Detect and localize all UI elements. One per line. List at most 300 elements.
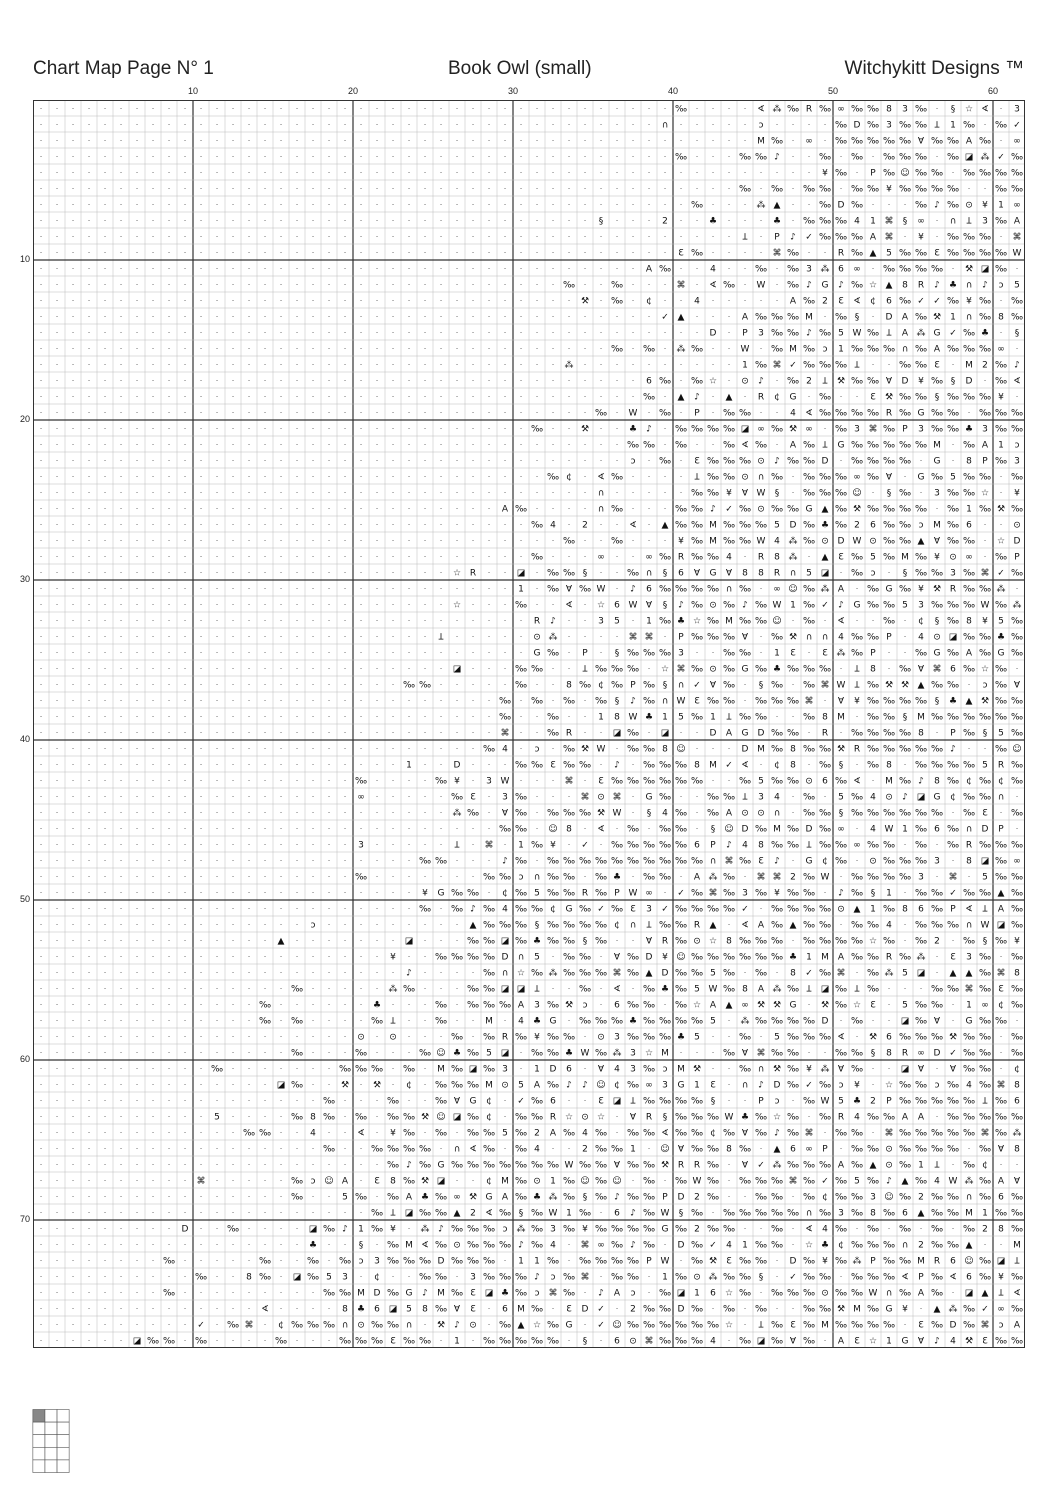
chart-cell-symbol: · (184, 1305, 187, 1314)
chart-cell-symbol: ‰ (659, 793, 671, 803)
chart-cell-symbol: · (488, 1321, 491, 1330)
chart-cell-symbol: · (440, 265, 443, 274)
chart-cell-symbol: · (888, 361, 891, 370)
chart-cell-symbol: R (886, 953, 892, 963)
chart-cell-symbol: · (72, 1097, 75, 1106)
chart-cell-symbol: Ɐ (454, 1097, 461, 1107)
chart-cell-symbol: · (120, 1065, 123, 1074)
chart-cell-symbol: ‰ (883, 153, 895, 163)
chart-cell-symbol: · (408, 649, 411, 658)
chart-cell-symbol: · (312, 1209, 315, 1218)
chart-cell-symbol: 8 (870, 1209, 876, 1219)
chart-cell-symbol: · (88, 217, 91, 226)
chart-cell-symbol: ◪ (469, 1065, 478, 1075)
chart-cell-symbol: D (710, 329, 717, 339)
chart-cell-symbol: ‰ (563, 697, 575, 707)
chart-cell-symbol: · (40, 953, 43, 962)
chart-cell-symbol: ‰ (755, 617, 767, 627)
chart-cell-symbol: · (360, 297, 363, 306)
chart-cell-symbol: · (248, 553, 251, 562)
chart-cell-symbol: · (168, 393, 171, 402)
chart-cell-symbol: · (88, 1033, 91, 1042)
chart-cell-symbol: · (280, 1241, 283, 1250)
chart-cell-symbol: 8 (822, 713, 828, 723)
chart-cell-symbol: · (760, 345, 763, 354)
chart-cell-symbol: G (438, 1161, 445, 1171)
chart-cell-symbol: ‰ (947, 985, 959, 995)
chart-cell-symbol: · (360, 377, 363, 386)
chart-cell-symbol: · (184, 905, 187, 914)
chart-cell-symbol: · (216, 1289, 219, 1298)
chart-cell-symbol: · (56, 841, 59, 850)
chart-cell-symbol: ‰ (915, 745, 927, 755)
chart-cell-symbol: · (296, 185, 299, 194)
chart-cell-symbol: · (264, 201, 267, 210)
chart-cell-symbol: · (152, 281, 155, 290)
chart-cell-symbol: ⌘ (581, 1273, 590, 1283)
chart-cell-symbol: Ɛ (934, 249, 940, 259)
chart-cell-symbol: · (840, 729, 843, 738)
chart-cell-symbol: ‰ (755, 1177, 767, 1187)
chart-cell-symbol: ▲ (886, 281, 893, 291)
chart-cell-symbol: ‰ (659, 1321, 671, 1331)
chart-cell-symbol: · (40, 489, 43, 498)
chart-cell-symbol: · (424, 1017, 427, 1026)
chart-cell-symbol: · (344, 217, 347, 226)
chart-cell-symbol: · (120, 1289, 123, 1298)
chart-cell-symbol: ‰ (835, 425, 847, 435)
chart-cell-symbol: · (72, 473, 75, 482)
chart-cell-symbol: · (488, 457, 491, 466)
chart-cell-symbol: ‰ (867, 1145, 879, 1155)
chart-cell-symbol: · (216, 489, 219, 498)
chart-cell-symbol: · (88, 121, 91, 130)
chart-cell-symbol: · (200, 809, 203, 818)
chart-cell-symbol: · (40, 329, 43, 338)
chart-cell-symbol: · (360, 169, 363, 178)
chart-cell-symbol: · (568, 313, 571, 322)
chart-cell-symbol: 1 (886, 889, 892, 899)
chart-cell-symbol: A (870, 233, 877, 243)
chart-cell-symbol: 3 (598, 617, 604, 627)
chart-cell-symbol: · (152, 1193, 155, 1202)
chart-cell-symbol: · (392, 521, 395, 530)
chart-cell-symbol: ‰ (803, 809, 815, 819)
chart-cell-symbol: ‰ (467, 953, 479, 963)
chart-cell-symbol: ∢ (901, 1273, 909, 1283)
chart-cell-symbol: · (424, 793, 427, 802)
chart-cell-symbol: ♪ (694, 393, 700, 403)
chart-cell-symbol: · (1016, 1161, 1019, 1170)
chart-cell-symbol: · (136, 1065, 139, 1074)
chart-cell-symbol: ‰ (771, 1177, 783, 1187)
chart-cell-symbol: · (72, 1305, 75, 1314)
chart-cell-symbol: ‰ (339, 1257, 351, 1267)
chart-cell-symbol: · (136, 633, 139, 642)
chart-cell-symbol: · (360, 633, 363, 642)
chart-cell-symbol: · (136, 105, 139, 114)
chart-cell-symbol: · (984, 185, 987, 194)
chart-cell-symbol: · (264, 329, 267, 338)
chart-cell-symbol: · (616, 409, 619, 418)
chart-cell-symbol: · (664, 153, 667, 162)
chart-cell-symbol: · (216, 905, 219, 914)
chart-cell-symbol: ☆ (693, 1001, 701, 1011)
chart-cell-symbol: · (952, 1001, 955, 1010)
chart-cell-symbol: · (40, 1209, 43, 1218)
chart-cell-symbol: · (616, 489, 619, 498)
chart-cell-symbol: Ɐ (566, 585, 573, 595)
chart-cell-symbol: ‰ (979, 409, 991, 419)
chart-cell-symbol: ‰ (771, 841, 783, 851)
chart-cell-symbol: ◪ (277, 1081, 286, 1091)
chart-cell-symbol: R (838, 1113, 844, 1123)
chart-cell-symbol: ‰ (499, 713, 511, 723)
chart-cell-symbol: · (392, 921, 395, 930)
chart-cell-symbol: · (664, 233, 667, 242)
chart-cell-symbol: ‰ (883, 937, 895, 947)
chart-cell-symbol: Ɛ (790, 649, 796, 659)
chart-cell-symbol: ∩ (454, 1145, 461, 1155)
chart-cell-symbol: ‰ (979, 1033, 991, 1043)
chart-cell-symbol: · (40, 857, 43, 866)
chart-cell-symbol: 1 (694, 1289, 700, 1299)
chart-cell-symbol: ‰ (515, 1193, 527, 1203)
chart-cell-symbol: · (280, 233, 283, 242)
chart-cell-symbol: ∩ (790, 569, 797, 579)
chart-cell-symbol: · (168, 809, 171, 818)
chart-cell-symbol: · (488, 361, 491, 370)
chart-cell-symbol: ‰ (403, 1177, 415, 1187)
chart-cell-symbol: · (264, 969, 267, 978)
chart-cell-symbol: · (360, 233, 363, 242)
chart-cell-symbol: · (72, 1161, 75, 1170)
chart-cell-symbol: ‰ (611, 1241, 623, 1251)
chart-cell-symbol: · (200, 473, 203, 482)
chart-cell-symbol: · (88, 537, 91, 546)
chart-cell-symbol: ⁂ (965, 1176, 974, 1187)
chart-cell-symbol: 4 (742, 841, 748, 851)
chart-cell-symbol: · (152, 377, 155, 386)
chart-cell-symbol: · (680, 457, 683, 466)
chart-cell-symbol: · (504, 217, 507, 226)
chart-cell-symbol: Ʇ (726, 713, 731, 723)
chart-cell-symbol: · (536, 601, 539, 610)
chart-cell-symbol: · (440, 585, 443, 594)
chart-cell-symbol: · (184, 841, 187, 850)
chart-cell-symbol: ‰ (899, 297, 911, 307)
chart-cell-symbol: · (264, 1065, 267, 1074)
chart-cell-symbol: ‰ (723, 969, 735, 979)
chart-cell-symbol: · (104, 617, 107, 626)
chart-cell-symbol: · (280, 1097, 283, 1106)
chart-cell-symbol: ‰ (739, 937, 751, 947)
chart-cell-symbol: ⊙ (885, 1145, 893, 1155)
chart-cell-symbol: · (248, 105, 251, 114)
chart-cell-symbol: ‰ (451, 1225, 463, 1235)
chart-cell-symbol: · (328, 217, 331, 226)
chart-cell-symbol: · (248, 857, 251, 866)
chart-cell-symbol: ‰ (947, 233, 959, 243)
chart-cell-symbol: 6 (902, 1209, 908, 1219)
chart-cell-symbol: · (760, 1225, 763, 1234)
chart-cell-symbol: · (1000, 1033, 1003, 1042)
chart-cell-symbol: ‰ (531, 553, 543, 563)
chart-cell-symbol: ◪ (485, 1289, 494, 1299)
chart-cell-symbol: · (312, 601, 315, 610)
chart-cell-symbol: · (280, 729, 283, 738)
chart-cell-symbol: · (488, 169, 491, 178)
chart-cell-symbol: · (216, 649, 219, 658)
chart-cell-symbol: ‰ (643, 1129, 655, 1139)
chart-cell-symbol: · (40, 665, 43, 674)
chart-cell-symbol: ‰ (931, 761, 943, 771)
chart-cell-symbol: ‰ (931, 921, 943, 931)
chart-cell-symbol: ‰ (467, 1113, 479, 1123)
chart-cell-symbol: · (344, 985, 347, 994)
chart-cell-symbol: · (744, 137, 747, 146)
chart-cell-symbol: ◪ (389, 1305, 398, 1315)
chart-cell-symbol: · (360, 1177, 363, 1186)
chart-cell-symbol: · (264, 393, 267, 402)
chart-cell-symbol: · (296, 601, 299, 610)
chart-cell-symbol: · (88, 313, 91, 322)
chart-cell-symbol: D (710, 729, 717, 739)
chart-cell-symbol: ‰ (755, 1129, 767, 1139)
chart-cell-symbol: · (184, 521, 187, 530)
chart-cell-symbol: · (552, 601, 555, 610)
chart-cell-symbol: ‰ (835, 1049, 847, 1059)
chart-cell-symbol: · (344, 729, 347, 738)
chart-cell-symbol: · (600, 249, 603, 258)
chart-cell-symbol: ♪ (470, 905, 476, 915)
chart-cell-symbol: · (984, 537, 987, 546)
chart-cell-symbol: · (248, 969, 251, 978)
chart-cell-symbol: · (392, 1001, 395, 1010)
chart-cell-symbol: 3 (646, 905, 652, 915)
chart-cell-symbol: ‰ (1011, 713, 1023, 723)
chart-cell-symbol: D (822, 1017, 829, 1027)
chart-cell-symbol: ‰ (451, 1161, 463, 1171)
chart-cell-symbol: W (501, 777, 510, 787)
chart-cell-symbol: ↄ (359, 1257, 364, 1267)
chart-cell-symbol: · (408, 665, 411, 674)
chart-cell-symbol: · (56, 937, 59, 946)
chart-cell-symbol: · (152, 1241, 155, 1250)
chart-cell-symbol: · (56, 569, 59, 578)
column-number: 40 (668, 86, 678, 96)
chart-cell-symbol: · (504, 393, 507, 402)
chart-cell-symbol: · (344, 441, 347, 450)
chart-cell-symbol: · (648, 665, 651, 674)
chart-cell-symbol: · (968, 745, 971, 754)
chart-cell-symbol: · (392, 1049, 395, 1058)
chart-cell-symbol: ‰ (979, 505, 991, 515)
chart-cell-symbol: · (376, 361, 379, 370)
chart-cell-symbol: · (328, 649, 331, 658)
chart-cell-symbol: 8 (758, 841, 764, 851)
chart-cell-symbol: ‰ (675, 1129, 687, 1139)
chart-cell-symbol: 6 (950, 1257, 956, 1267)
chart-cell-symbol: · (296, 297, 299, 306)
chart-cell-symbol: · (664, 633, 667, 642)
chart-cell-symbol: · (72, 569, 75, 578)
chart-cell-symbol: · (408, 825, 411, 834)
chart-cell-symbol: · (408, 169, 411, 178)
chart-cell-symbol: · (392, 233, 395, 242)
chart-cell-symbol: ‰ (947, 713, 959, 723)
chart-cell-symbol: ‰ (739, 409, 751, 419)
chart-cell-symbol: ⚒ (565, 1001, 573, 1011)
chart-cell-symbol: ¥ (582, 1225, 588, 1235)
chart-cell-symbol: · (888, 1001, 891, 1010)
chart-cell-symbol: ‰ (931, 745, 943, 755)
chart-cell-symbol: · (232, 1177, 235, 1186)
chart-cell-symbol: · (424, 777, 427, 786)
chart-cell-symbol: G (838, 441, 845, 451)
chart-cell-symbol: · (232, 1161, 235, 1170)
chart-cell-symbol: · (136, 617, 139, 626)
chart-cell-symbol: ‰ (883, 809, 895, 819)
chart-cell-symbol: · (792, 137, 795, 146)
chart-cell-symbol: ‰ (515, 921, 527, 931)
chart-cell-symbol: P (582, 649, 588, 659)
chart-cell-symbol: ‰ (483, 969, 495, 979)
chart-cell-symbol: ♪ (566, 1081, 572, 1091)
chart-cell-symbol: · (264, 297, 267, 306)
chart-cell-symbol: · (840, 153, 843, 162)
chart-cell-symbol: · (584, 873, 587, 882)
chart-cell-symbol: · (344, 425, 347, 434)
chart-cell-symbol: · (264, 665, 267, 674)
chart-cell-symbol: · (488, 585, 491, 594)
chart-cell-symbol: · (296, 1001, 299, 1010)
chart-cell-symbol: ∩ (710, 857, 717, 867)
chart-cell-symbol: ‰ (403, 1065, 415, 1075)
chart-cell-symbol: · (616, 825, 619, 834)
chart-cell-symbol: ☺ (612, 1176, 621, 1187)
chart-cell-symbol: · (216, 441, 219, 450)
chart-cell-symbol: · (328, 137, 331, 146)
chart-cell-symbol: ⊙ (1013, 521, 1021, 531)
chart-cell-symbol: M (1013, 1241, 1021, 1251)
chart-cell-symbol: · (632, 121, 635, 130)
chart-cell-symbol: · (792, 713, 795, 722)
chart-cell-symbol: ‰ (867, 873, 879, 883)
chart-cell-symbol: · (136, 1257, 139, 1266)
chart-cell-symbol: · (728, 297, 731, 306)
chart-cell-symbol: · (136, 473, 139, 482)
chart-cell-symbol: ♣ (677, 617, 685, 627)
chart-cell-symbol: · (152, 457, 155, 466)
chart-cell-symbol: · (248, 313, 251, 322)
chart-cell-symbol: · (40, 521, 43, 530)
chart-cell-symbol: ‰ (643, 1033, 655, 1043)
chart-cell-symbol: · (696, 825, 699, 834)
chart-cell-symbol: ‰ (675, 505, 687, 515)
chart-cell-symbol: · (248, 633, 251, 642)
chart-cell-symbol: · (376, 297, 379, 306)
chart-cell-symbol: · (472, 873, 475, 882)
chart-cell-symbol: · (504, 169, 507, 178)
chart-cell-symbol: · (216, 841, 219, 850)
chart-cell-symbol: · (856, 1033, 859, 1042)
chart-cell-symbol: ‰ (803, 745, 815, 755)
chart-cell-symbol: ‰ (691, 489, 703, 499)
chart-cell-symbol: ‰ (979, 1177, 991, 1187)
chart-cell-symbol: ‰ (259, 1001, 271, 1011)
chart-cell-symbol: · (664, 473, 667, 482)
chart-cell-symbol: · (136, 233, 139, 242)
chart-cell-symbol: ‰ (995, 249, 1007, 259)
chart-cell-symbol: · (104, 505, 107, 514)
chart-cell-symbol: § (951, 105, 956, 115)
chart-cell-symbol: ⊙ (741, 473, 749, 483)
chart-cell-symbol: · (472, 345, 475, 354)
chart-cell-symbol: · (280, 601, 283, 610)
chart-cell-symbol: ‰ (595, 1257, 607, 1267)
chart-cell-symbol: · (488, 313, 491, 322)
chart-cell-symbol: ☆ (997, 537, 1005, 547)
chart-cell-symbol: · (296, 585, 299, 594)
chart-cell-symbol: · (152, 201, 155, 210)
chart-cell-symbol: · (376, 121, 379, 130)
chart-cell-symbol: · (536, 569, 539, 578)
chart-cell-symbol: 5 (886, 249, 892, 259)
chart-cell-symbol: · (72, 313, 75, 322)
chart-cell-symbol: ‰ (531, 1161, 543, 1171)
chart-cell-symbol: · (776, 1273, 779, 1282)
chart-cell-symbol: ‰ (787, 1113, 799, 1123)
chart-cell-symbol: · (344, 585, 347, 594)
chart-cell-symbol: · (424, 1081, 427, 1090)
chart-cell-symbol: ‰ (803, 937, 815, 947)
chart-cell-symbol: R (678, 1161, 684, 1171)
chart-cell-symbol: · (440, 201, 443, 210)
chart-cell-symbol: Ʇ (438, 633, 443, 643)
chart-cell-symbol: · (168, 409, 171, 418)
chart-cell-symbol: · (360, 889, 363, 898)
chart-cell-symbol: Ɐ (598, 1065, 605, 1075)
chart-cell-symbol: · (104, 281, 107, 290)
chart-cell-symbol: · (408, 425, 411, 434)
chart-cell-symbol: · (280, 281, 283, 290)
chart-cell-symbol: · (72, 841, 75, 850)
chart-cell-symbol: ‰ (963, 473, 975, 483)
chart-cell-symbol: · (472, 489, 475, 498)
chart-cell-symbol: · (488, 233, 491, 242)
chart-cell-symbol: ∩ (534, 873, 541, 883)
chart-cell-symbol: ↄ (775, 1097, 780, 1107)
chart-cell-symbol: ‰ (883, 345, 895, 355)
chart-cell-symbol: ✓ (1013, 121, 1021, 131)
chart-cell-symbol: · (120, 185, 123, 194)
chart-cell-symbol: · (616, 361, 619, 370)
chart-cell-symbol: · (168, 1177, 171, 1186)
chart-cell-symbol: · (312, 809, 315, 818)
chart-cell-symbol: ‰ (547, 1337, 559, 1347)
chart-cell-symbol: · (600, 377, 603, 386)
chart-cell-symbol: ‰ (355, 777, 367, 787)
chart-cell-symbol: · (184, 745, 187, 754)
chart-cell-symbol: · (40, 761, 43, 770)
chart-cell-symbol: · (984, 1241, 987, 1250)
chart-cell-symbol: ‰ (899, 441, 911, 451)
chart-cell-symbol: ∢ (629, 521, 637, 531)
chart-cell-symbol: · (520, 297, 523, 306)
chart-cell-symbol: · (40, 377, 43, 386)
chart-cell-symbol: ‰ (723, 633, 735, 643)
